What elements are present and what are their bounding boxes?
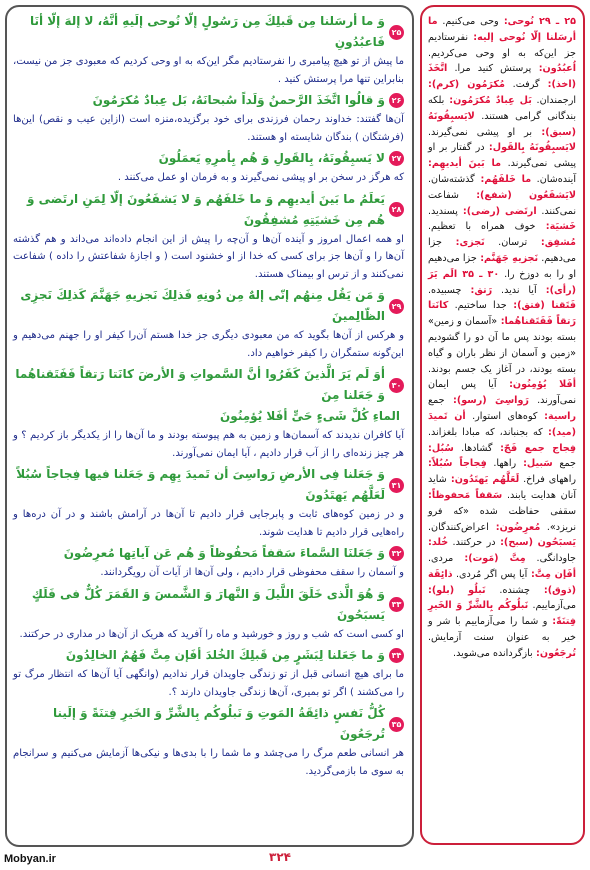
vocab-term: لایَسبِقُونَهُ (سبق): [428, 110, 576, 138]
verse-number: ۳۴ [389, 648, 404, 663]
verse-arabic-line [13, 464, 404, 506]
verse-translation: و هرکس از آن‌ها بگوید که من معبودی دیگری جز خدا هستم آن‌را کیفر او را جهنم می‌دهیم و این‌گونه ستمگران را کیفر خواهیم داد. [13, 330, 404, 359]
vocab-meaning: جدا ساختیم. [448, 300, 507, 312]
vocab-term: مُشفِق: [527, 237, 576, 249]
vocab-meaning: شاید آنان هدایت یابند. [428, 474, 576, 501]
vocab-meaning: که بجنباند، که مبادا بلغزاند. [428, 426, 543, 438]
verse-arabic-line [13, 148, 404, 169]
vocab-meaning: اعراض‌کنندگان. [428, 521, 489, 533]
vocab-term: ذائِقَة (ذوق): [428, 568, 576, 596]
verse-translation: او کسی است که شب و روز و خورشید و ماه را آفرید که هریک از آن‌ها در مداری در حرکتند. [19, 628, 404, 640]
verse-block [7, 645, 412, 701]
verse-translation: ما برای هیچ انسانی قبل از تو زندگی جاویدان قرار ندادیم (وانگهی آیا آن‌ها که انتظار مرگ تو را می‌کشند ) اگر تو بمیری، آن‌ها زندگی جاویدان دارند ؟. [13, 669, 404, 698]
verse-number: ۲۵ [389, 25, 404, 40]
vocab-meaning: جاودانگی. [525, 553, 576, 565]
verse-number: ۳۰ [389, 378, 404, 393]
verses-list [7, 7, 412, 780]
verse-arabic-text: أوَ لَم یَرَ الَّذینَ كَفَرُوا أنَّ السَّمواتِ وَ الأرضَ كانَتا رَتقاً فَفَتَقناهُما وَ جَعَلنا مِنَ [15, 367, 385, 402]
verse-arabic-line [13, 645, 404, 666]
vocab-term: اتَّخَذَ (اخذ): [428, 63, 577, 91]
verse-arabic-text: كُلُّ نَفسٍ ذائِقَةُ المَوتِ وَ نَبلُوکُم بِالشَّرِّ وَ الخَیرِ فِتنَةً وَ إلَینا تُرجَعُونَ [53, 706, 385, 741]
vocab-meaning: ترسان. [484, 237, 528, 249]
vocab-meaning: آیا پس اگر مُردی. [452, 568, 528, 580]
vocab-term: ما أرسَلنا إلّا نُوحی إلیه: [428, 16, 576, 43]
vocab-term: رَتق: [461, 284, 493, 296]
vocab-term: نَبلُوکُم بِالشَّرِّ وَ الخَیرِ فِتنَةً: [428, 600, 576, 628]
vocab-meaning: آینده‌شان. [531, 173, 576, 185]
vocab-meaning: پرستش کنید مرا. [447, 63, 532, 75]
verse-number: ۲۶ [389, 93, 404, 108]
vocab-meaning: بلکه بندگانی گرامی هستند. [428, 94, 576, 122]
verse-block [7, 148, 412, 187]
vocab-meaning: سقفی حفاظت شده «که فرو نریزد». [428, 505, 576, 533]
verse-arabic-text: وَ هُوَ الَّذی خَلَقَ اللَّیلَ وَ النَّهارَ وَ الشَّمسَ وَ القَمَرَ كُلٌّ فی فَلَكٍ یَسبَحُونَ [31, 586, 385, 622]
vocab-meaning: گذشته‌شان. [428, 173, 475, 185]
verse-arabic-line [13, 703, 404, 745]
vocab-term: نَجزیهِ جَهَنَّم: [476, 252, 539, 264]
vocab-term: فِجاج جمع فَجّ: [492, 442, 577, 454]
verse-arabic-text: وَ ما جَعَلنا لِبَشَرٍ مِن قَبلِكَ الخُلدَ أفَإن مِتَّ فَهُمُ الخالِدُونَ [65, 648, 385, 662]
vocab-meaning: خوف همراه با تعظیم. [428, 221, 536, 233]
vocab-term: ما خَلفَهُم: [474, 173, 532, 185]
vocab-meaning: و شما را می‌آزماییم با شر و خیر به عنوان سنت آزمایش. [428, 616, 576, 644]
vocabulary-text [422, 7, 583, 662]
verse-arabic-text: لا یَسبِقُونَهُ، بِالقَولِ وَ هُم بِأمرِهِ یَعمَلُونَ [158, 151, 385, 165]
verse-translation: که هرگز در سخن بر او پیشی نمی‌گیرند و به فرمان او عمل می‌کنند . [117, 172, 404, 183]
vocab-term: لایَشفَعُون (شفع): [458, 189, 576, 201]
vocab-term: نَجزی: [441, 237, 485, 249]
verse-arabic-line [13, 189, 404, 231]
vocab-meaning: راهها. [486, 458, 517, 470]
vocab-term: نُوحی: [498, 16, 534, 27]
vocab-term: سَبیل: [516, 458, 553, 470]
verse-number: ۲۷ [389, 151, 404, 166]
verse-translation: ما پیش از تو هیچ پیامبری را نفرستادیم مگر این‌که به او وحی کردیم که معبودی جز من نیست، بنابراین تنها مرا پرستش کنید . [13, 56, 404, 85]
verse-arabic-line [13, 285, 404, 327]
vocab-term: اُعبُدُون: [531, 63, 576, 75]
vocab-term: مِتَّ (مَوت): [453, 553, 526, 565]
verse-block [7, 364, 412, 462]
vocab-meaning: گشادها. [453, 442, 493, 454]
verse-arabic-text: یَعلَمُ ما بَینَ أیدیهِم وَ ما خَلفَهُم وَ لا یَشفَعُونَ إلّا لِمَنِ ارتَضی وَ هُم مِن خَشیَتِهِ مُشفِقُونَ [27, 191, 385, 227]
vocab-term: بَل عِبادٌ مُکرَمُون: [444, 94, 532, 106]
vocab-term: خَشیَة: [535, 221, 576, 233]
vocab-meaning: گرفت. [504, 79, 540, 91]
verse-translation: و در زمین کوه‌های ثابت و پابرجایی قرار دادیم تا آن‌ها در آرامش باشند و در آن دره‌ها و راه‌هایی قرار دادیم تا هدایت شوند. [13, 509, 404, 538]
verse-arabic-text: وَ ما أرسَلنا مِن قَبلِكَ مِن رَسُولٍ إلّا نُوحی إلَیهِ أنَّهُ، لا إلهَ إلّا أنَا فَاعبُدُونِ [29, 14, 385, 49]
vocab-meaning: کوه‌های استوار. [465, 410, 538, 422]
vocab-term: راسیة: [537, 410, 576, 422]
verse-translation: هر انسانی طعم مرگ را می‌چشد و ما شما را با بدی‌ها و نیکی‌ها آزمایش می‌کنیم و سرانجام به سوی ما بازمی‌گردید. [13, 748, 404, 777]
verse-number: ۳۵ [389, 717, 404, 732]
verse-block [7, 11, 412, 88]
verse-number: ۳۲ [389, 546, 404, 561]
vocab-meaning: مردی. [428, 553, 454, 565]
verse-arabic-line [13, 543, 404, 564]
vocab-meaning: آیا ندید. [492, 284, 537, 296]
vocab-meaning: آیا پس ایمان نمی‌آورند. [428, 379, 576, 407]
vocab-meaning: در گفتار بر او پیشی نمی‌گیرند. [428, 142, 576, 170]
verse-translation: آن‌ها گفتند: خداوند رحمان فرزندی برای خود برگزیده،منزه است (ازاین عیب و نقص) این‌ها (فرشتگان ) بندگان شایسته او هستند. [13, 114, 404, 143]
verse-arabic-line [13, 584, 404, 626]
vocab-meaning: بازگردانده می‌شوید. [453, 647, 533, 659]
vocab-term: سُبُل: [428, 442, 454, 454]
vocab-term: کانَتا رَتقاً فَفَتَقناهُما: [428, 300, 576, 328]
vocab-term: أفَإن مِتَّ: [527, 568, 576, 580]
verse-number: ۳۳ [389, 597, 404, 612]
verse-arabic-line [13, 364, 404, 406]
verse-translation: و آسمان را سقف محفوظی قرار دادیم ، ولی آن‌ها از آیات آن رویگردانند. [100, 567, 404, 578]
vocabulary-column [420, 5, 585, 845]
verse-translation: آیا کافران ندیدند که آسمان‌ها و زمین به هم پیوسته بودند و ما آن‌ها را از یکدیگر باز کردیم ؟ و هر چیز زنده‌ای را از آب قرار دادیم ، آیا ایمان نمی‌آورند. [13, 430, 404, 459]
vocab-meaning: پسندید. [428, 205, 458, 217]
vocab-term: تُرجَعُون: [532, 647, 576, 659]
vocab-term: ارتَضی (رضی): [457, 205, 537, 217]
verse-block [7, 189, 412, 284]
verse-number: ۲۸ [389, 202, 404, 217]
verse-arabic-text: وَ قالُوا اتَّخَذَ الرَّحمنُ وَلَداً سُبحانَهُ، بَل عِبادٌ مُکرَمُونَ [92, 93, 385, 107]
vocab-meaning: جزا می‌دهیم او را به دوزخ را. [428, 252, 576, 280]
verse-arabic-line [13, 11, 404, 53]
verse-arabic-text: وَ جَعَلنا فِی الأرضِ رَواسِیَ أن تَمیدَ بِهِم وَ جَعَلنا فیها فِجاجاً سُبُلاً لَعَلَّهُم یَهتَدُونَ [16, 467, 385, 502]
page-number: ۳۲۴ [269, 850, 291, 864]
vocab-meaning: چشنده. [485, 584, 530, 596]
vocab-meaning: نفرستادیم جز این‌که به او وحی می‌کردیم. [428, 31, 576, 59]
verse-block [7, 584, 412, 644]
verse-number: ۳۱ [389, 478, 404, 493]
verse-translation: او همه اعمال امروز و آینده آن‌ها و آن‌چه را پیش از این انجام داده‌اند می‌داند و هم گذشته آن‌ها را و آن‌ها جز برای کسی که خدا از او خشنود است ( و اجازهٔ شفاعتش را داده ) شفاعت نمی‌کنند و از ترس او بیمناک هستند. [13, 233, 404, 280]
vocab-term: لَعَلَّهُم یَهتَدُون: [446, 474, 520, 486]
verse-arabic-text: وَ جَعَلنَا السَّماءَ سَقفاً مَحفُوظاً وَ هُم عَن آیاتِها مُعرِضُونَ [63, 546, 385, 560]
verse-block [7, 285, 412, 362]
vocab-meaning: شفاعت نمی‌کنند. [428, 189, 576, 217]
range-label: ۳۰ ـ ۳۵ [457, 268, 500, 280]
vocab-meaning: در حرکتند. [448, 537, 496, 549]
vocab-meaning: راههای فراخ. [519, 474, 576, 486]
verse-block [7, 543, 412, 582]
range-label: ۲۵ ـ ۲۹ [533, 16, 576, 27]
vocab-term: الَم یَرَ (رأی): [428, 268, 576, 296]
verse-block [7, 464, 412, 541]
verse-block [7, 703, 412, 780]
vocab-meaning: ارجمندان. [531, 94, 576, 106]
vocab-term: مُکرَمُون (کرم): [428, 79, 505, 91]
vocab-term: خُلد: [428, 537, 449, 549]
verse-number: ۲۹ [389, 299, 404, 314]
vocab-term: سَقفاً مَحفوظاً: [428, 489, 503, 501]
verses-column [5, 5, 414, 847]
verse-arabic-line [13, 90, 404, 111]
site-name: Mobyan.ir [4, 853, 56, 865]
vocab-term: رَواسِیَ (رسو): [444, 395, 529, 407]
vocab-meaning: «آسمان و زمین» بسته بودند پس ما آن دو را گشودیم «زمین و آسمان از نظر باران و گیاه بسته بودند، در آغاز یک جسم بودند. [428, 316, 576, 375]
verse-arabic-text: وَ مَن یَقُل مِنهُم إنّی إلهٌ مِن دُونِهِ فَذلِكَ نَجزیهِ جَهَنَّمَ كَذلِكَ نَجزِی الظّالِمینَ [20, 288, 385, 323]
vocab-meaning: بر او پیشی نمی‌گیرند. [428, 126, 533, 138]
verse-arabic-text: الماءِ كُلَّ شَیءٍ حَیٍّ أفَلا یُؤمِنُونَ [220, 409, 400, 423]
vocab-meaning: می‌آزماییم. [528, 600, 576, 612]
vocab-meaning: جمع [552, 458, 576, 470]
vocab-meaning: جزا می‌دهیم. [428, 237, 576, 264]
verse-arabic-line [13, 406, 404, 427]
vocab-term: مُعرِضُون: [488, 521, 541, 533]
vocab-meaning: وحی می‌کنیم. [437, 16, 499, 27]
vocab-meaning: چسبیده. [428, 284, 462, 296]
vocab-term: لایَسبِقُونَهُ بِالقَول: [484, 142, 576, 154]
vocab-term: أفَلا یُؤمِنُون: [496, 379, 576, 391]
vocab-term: فِجاجاً سُبُلاً: [428, 458, 487, 470]
vocab-term: نَبلُو (بلو): [428, 584, 486, 596]
vocab-meaning: جمع [428, 395, 445, 407]
verse-block [7, 90, 412, 146]
vocab-term: ما بَینَ أیدیهِم: [428, 158, 502, 170]
vocab-term: فَتَقنا (فتق): [506, 300, 576, 312]
vocab-term: یَسبَحُون (سبح): [495, 537, 576, 549]
vocab-term: أن تَمیدَ (مید): [428, 410, 576, 438]
